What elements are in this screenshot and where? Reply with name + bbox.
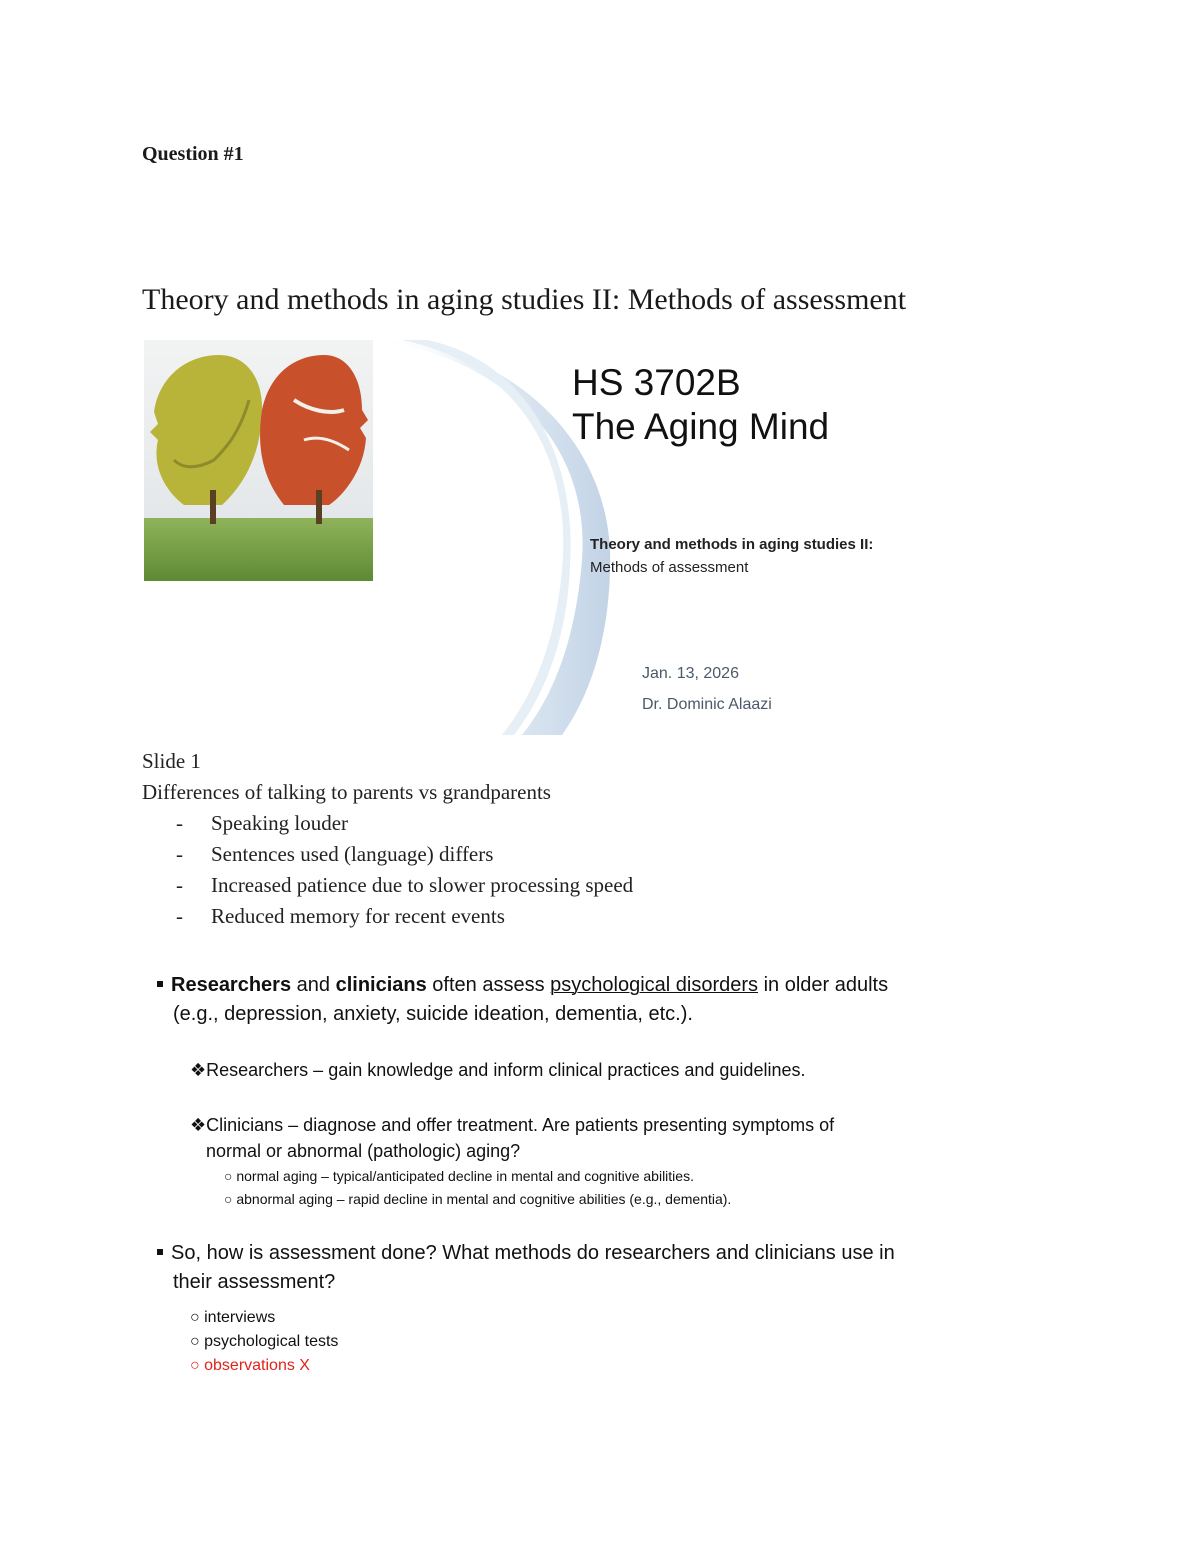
list-item: - Sentences used (language) differs (176, 842, 494, 866)
list-item: - Reduced memory for recent events (176, 904, 505, 928)
square-bullet-icon (157, 981, 163, 987)
square-bullet-icon (157, 1249, 163, 1255)
list-item: - Speaking louder (176, 811, 349, 835)
lecture-subtitle-bold: Theory and methods in aging studies II: (590, 536, 874, 553)
method-psychological-tests: ○ psychological tests (190, 1333, 339, 1350)
normal-aging-item: ○ normal aging – typical/anticipated decline in mental and cognitive abilities. (224, 1168, 694, 1184)
diamond-bullet-icon: ❖ (190, 1060, 207, 1080)
lecture-date: Jan. 13, 2026 (642, 665, 739, 682)
circle-bullet-icon: ○ (190, 1333, 200, 1350)
method-observations: ○ observations X (190, 1357, 310, 1374)
lecture-subtitle: Methods of assessment (590, 559, 749, 576)
diamond-bullet-icon: ❖ (190, 1115, 207, 1135)
lecture-author: Dr. Dominic Alaazi (642, 696, 772, 713)
circle-bullet-icon: ○ (224, 1191, 233, 1207)
bullet-assessment-question: So, how is assessment done? What methods do researchers and clinicians use in (157, 1239, 895, 1268)
slide-label: Slide 1 (142, 749, 201, 773)
bullet-assessment-question-cont: their assessment? (173, 1271, 336, 1293)
circle-bullet-icon: ○ (190, 1309, 200, 1326)
abnormal-aging-item: ○ abnormal aging – rapid decline in mental and cognitive abilities (e.g., dementia). (224, 1191, 732, 1207)
bullet-assess-examples: (e.g., depression, anxiety, suicide ideation, dementia, etc.). (173, 1003, 693, 1025)
swoosh-arc-inner (402, 340, 571, 735)
circle-bullet-icon: ○ (224, 1168, 233, 1184)
course-code: HS 3702B (572, 362, 741, 403)
aging-trees-image (144, 340, 373, 581)
clinicians-point-cont: normal or abnormal (pathologic) aging? (206, 1141, 521, 1161)
researchers-point: ❖Researchers – gain knowledge and inform clinical practices and guidelines. (190, 1060, 806, 1080)
document-title: Theory and methods in aging studies II: Methods of assessment (142, 283, 907, 316)
slide-notes (142, 746, 633, 932)
clinicians-point: ❖Clinicians – diagnose and offer treatment. Are patients presenting symptoms of (190, 1115, 835, 1135)
course-name: The Aging Mind (572, 406, 830, 447)
circle-bullet-icon: ○ (190, 1357, 200, 1374)
bullet-assess-disorders: Researchers and clinicians often assess psychological disorders in older adults (157, 971, 888, 1000)
method-interviews: ○ interviews (190, 1309, 276, 1326)
notes-list (142, 808, 633, 932)
list-item: - Increased patience due to slower processing speed (176, 873, 634, 897)
question-title: Question #1 (142, 143, 244, 165)
notes-heading: Differences of talking to parents vs grandparents (142, 780, 551, 804)
